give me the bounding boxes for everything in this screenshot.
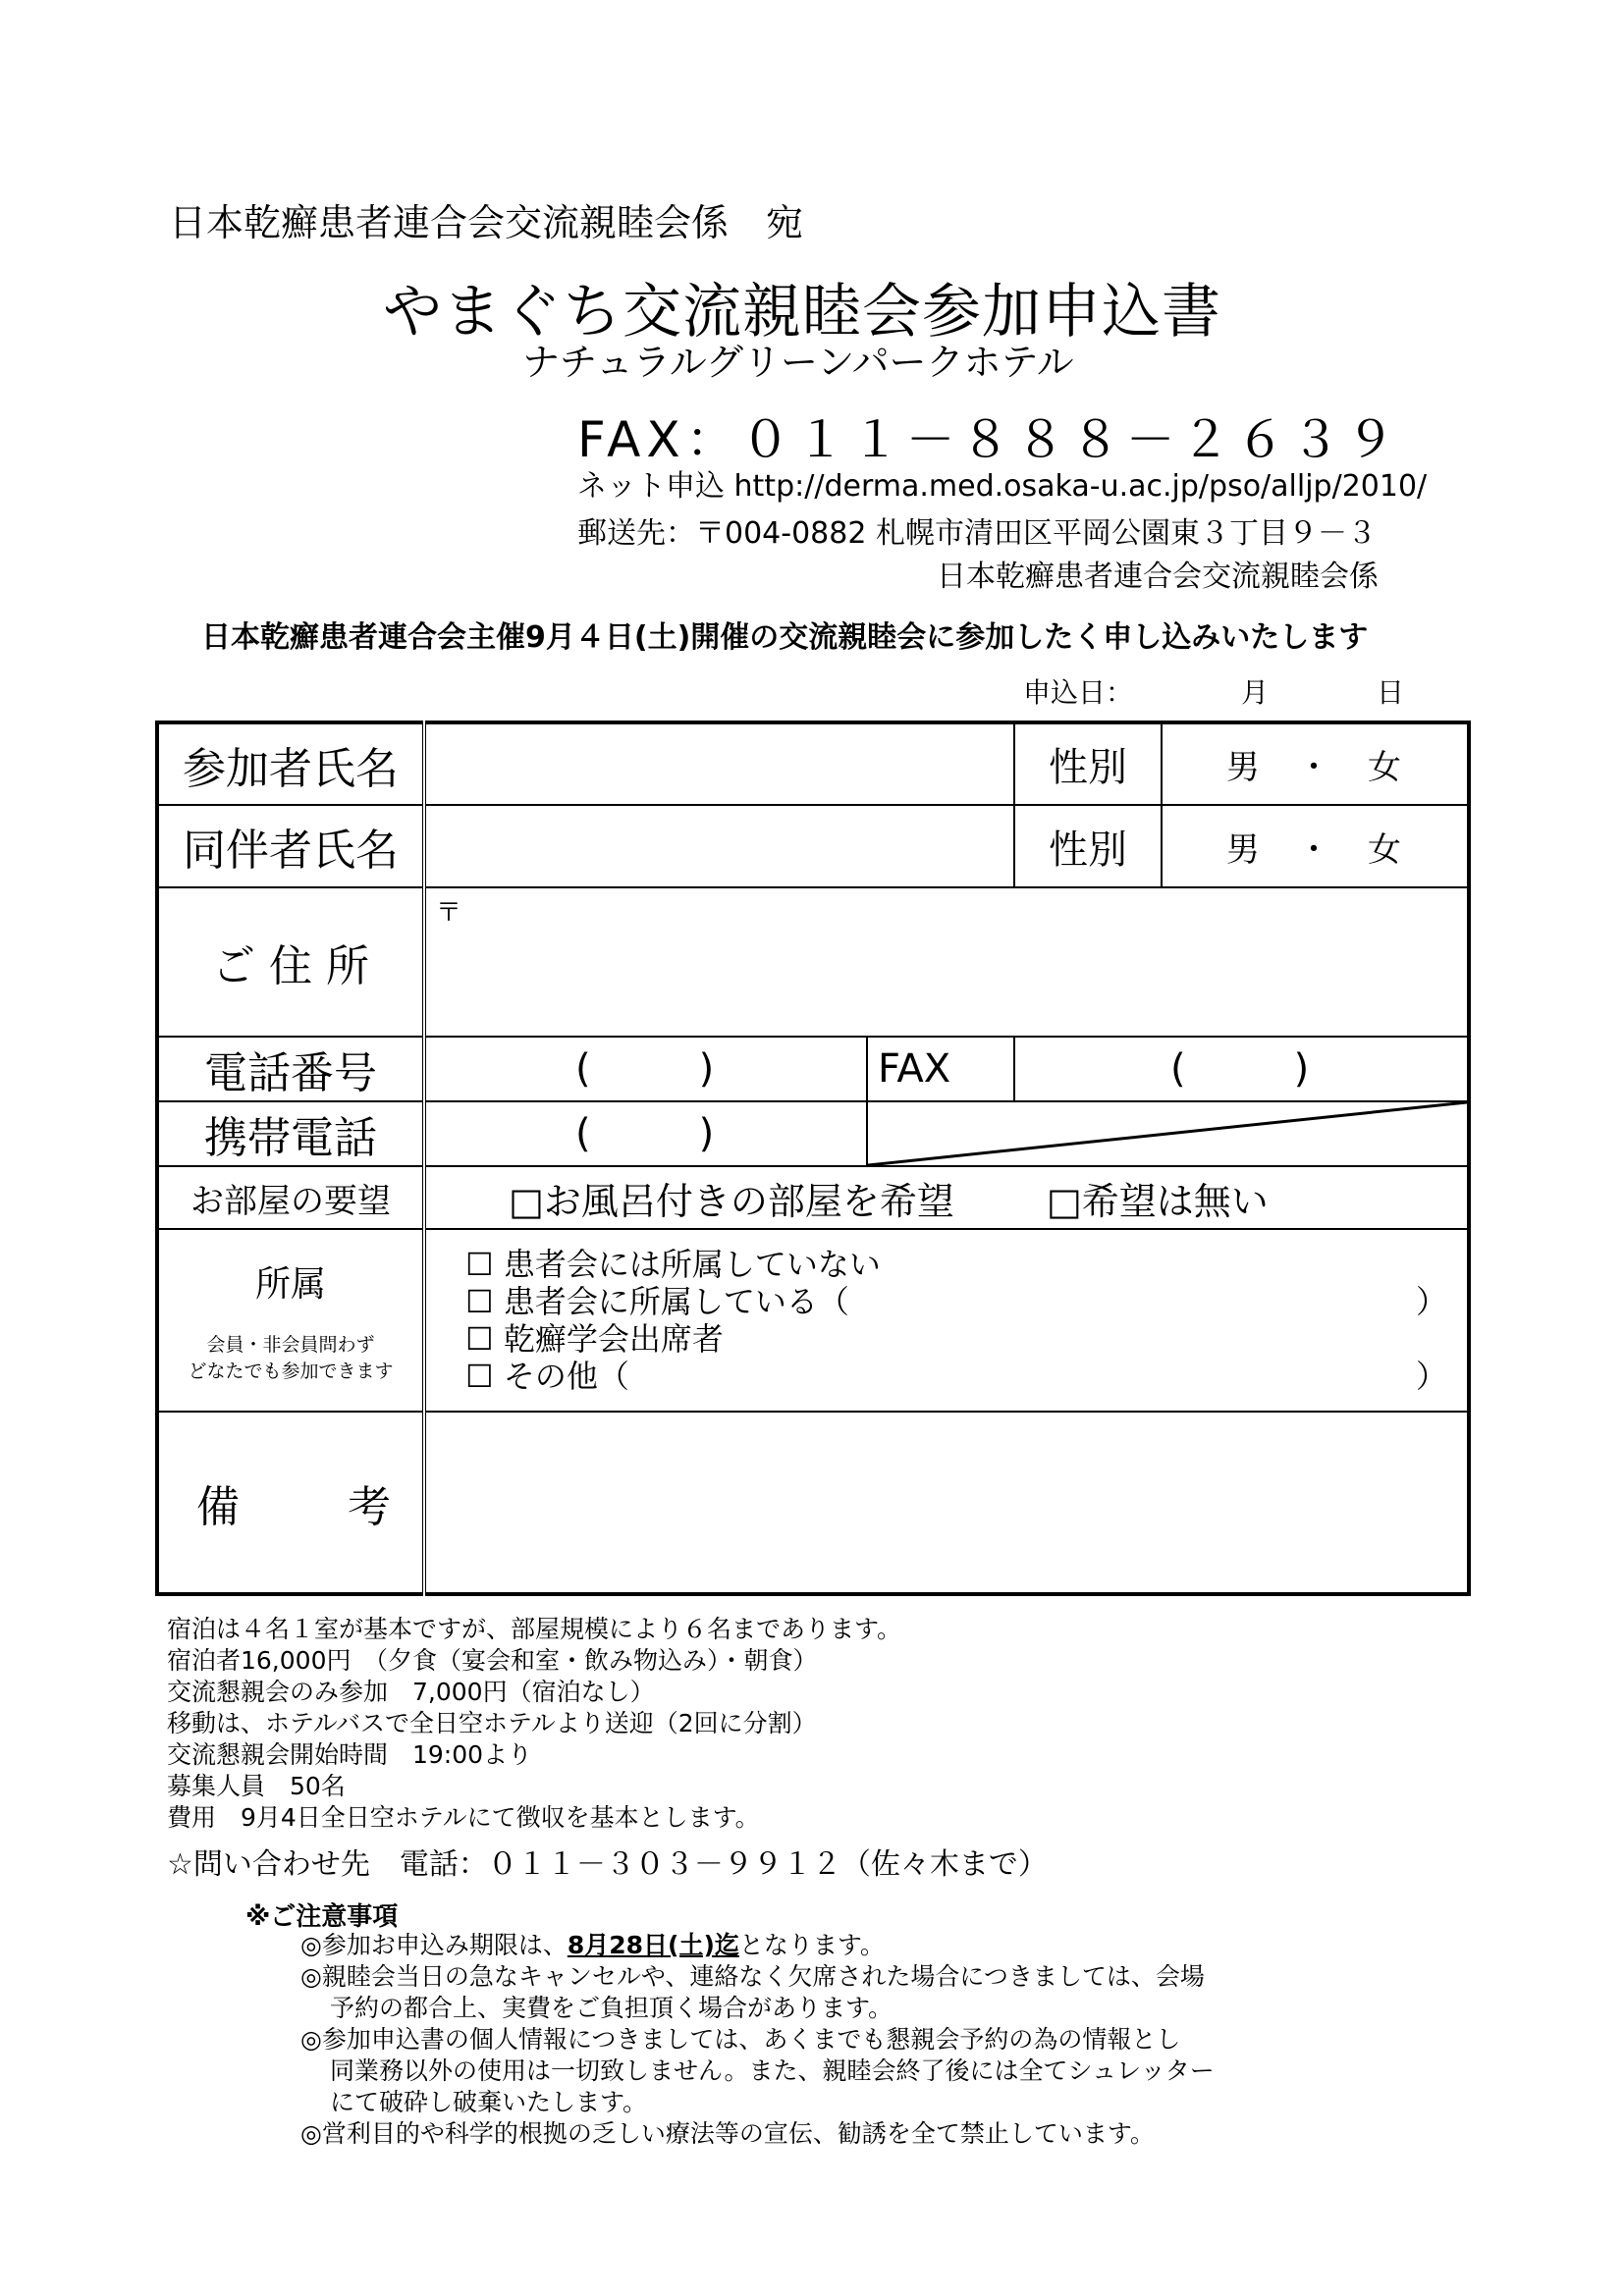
fax-label: FAX	[867, 1037, 1014, 1101]
application-date	[1023, 671, 1404, 711]
participant-row	[157, 722, 1469, 805]
note-line: 移動は、ホテルバスで全日空ホテルより送迎（2回に分割）	[167, 1709, 817, 1737]
mailing-address: 郵送先：〒004-0882 札幌市清田区平岡公園東３丁目９－３	[577, 516, 1377, 551]
note-line: 交流懇親会開始時間 19:00より	[167, 1740, 533, 1769]
room-request-options	[424, 1166, 1469, 1229]
phone-field[interactable]: ( )	[424, 1037, 867, 1101]
affiliation-label-cell	[157, 1229, 424, 1412]
mobile-label: 携帯電話	[157, 1101, 424, 1166]
caution-item-privacy: ◎参加申込書の個人情報につきましては、あくまでも懇親会予約の為の情報とし	[300, 2025, 1181, 2054]
caution-item-cancel: ◎親睦会当日の急なキャンセルや、連絡なく欠席された場合につきましては、会場	[300, 1962, 1205, 1991]
event-notes	[167, 1614, 901, 1834]
mailing-recipient: 日本乾癬患者連合会交流親睦会係	[937, 560, 1379, 594]
affiliation-option-none[interactable]: ☐ 患者会には所属していない	[465, 1246, 881, 1283]
affiliation-option-society[interactable]: ☐ 乾癬学会出席者	[465, 1320, 724, 1358]
address-field[interactable]	[424, 887, 1469, 1037]
caution-item-deadline: ◎参加お申込み期限は、8月28日(土)迄となります。	[300, 1931, 885, 1959]
intro-statement: 日本乾癬患者連合会主催9月４日(土)開催の交流親睦会に参加したく申し込みいたします	[201, 620, 1369, 655]
date-month: 月	[1241, 676, 1270, 709]
affiliation-note: 会員・非会員問わず	[206, 1333, 375, 1356]
caution-item-solicitation: ◎営利目的や科学的根拠の乏しい療法等の宣伝、勧誘を全て禁止しています。	[300, 2119, 1155, 2148]
affiliation-row	[157, 1229, 1469, 1412]
caution-list	[300, 1930, 1215, 2150]
room-bath-checkbox[interactable]: □お風呂付きの部屋を希望	[509, 1179, 954, 1223]
fax-field[interactable]: ( )	[1014, 1037, 1469, 1101]
affiliation-label: 所属	[254, 1263, 326, 1305]
mobile-field[interactable]: ( )	[424, 1101, 867, 1166]
companion-sex-label: 性別	[1014, 805, 1162, 887]
note-line: 費用 9月4日全日空ホテルにて徴収を基本とします。	[167, 1803, 760, 1832]
room-row	[157, 1166, 1469, 1229]
affiliation-option-other[interactable]: ☐ その他（ ）	[465, 1358, 1448, 1395]
room-request-label: お部屋の要望	[157, 1166, 424, 1229]
fax-number: FAX：０１１－８８８－２６３９	[577, 411, 1401, 468]
date-label: 申込日：	[1023, 676, 1134, 709]
addressee: 日本乾癬患者連合会交流親睦会係 宛	[169, 201, 804, 244]
note-line: 募集人員 50名	[167, 1772, 346, 1800]
note-line: 交流懇親会のみ参加 7,000円（宿泊なし）	[167, 1678, 655, 1706]
remarks-row	[157, 1412, 1469, 1594]
caution-heading: ※ご注意事項	[245, 1902, 399, 1932]
note-line: 宿泊者16,000円 （夕食（宴会和室・飲み物込み）・朝食）	[167, 1646, 818, 1675]
affiliation-option-member[interactable]: ☐ 患者会に所属している（ ）	[465, 1283, 1448, 1320]
phone-row	[157, 1037, 1469, 1101]
net-application-url: ネット申込 http://derma.med.osaka-u.ac.jp/pso/alljp/2010/	[577, 469, 1428, 504]
remarks-label: 備 考	[157, 1412, 424, 1594]
participant-sex-label: 性別	[1014, 722, 1162, 805]
affiliation-options	[424, 1229, 1469, 1412]
mobile-row	[157, 1101, 1469, 1166]
hotel-name: ナチュラルグリーンパークホテル	[522, 341, 1074, 384]
room-no-request-checkbox[interactable]: □希望は無い	[1046, 1179, 1269, 1223]
companion-row	[157, 805, 1469, 887]
participant-name-label: 参加者氏名	[157, 722, 424, 805]
date-day: 日	[1377, 676, 1405, 709]
note-line: 宿泊は４名１室が基本ですが、部屋規模により６名まであります。	[167, 1615, 902, 1643]
participant-sex-options[interactable]: 男 ・ 女	[1162, 722, 1469, 805]
diagonal-strike-line	[868, 1102, 1467, 1165]
inquiry-contact: ☆問い合わせ先 電話：０１１－３０３－９９１２（佐々木まで）	[167, 1847, 1048, 1882]
form-title: やまぐち交流親睦会参加申込書	[383, 278, 1221, 347]
application-form-table	[155, 721, 1471, 1596]
companion-sex-options[interactable]: 男 ・ 女	[1162, 805, 1469, 887]
address-label: ご 住 所	[157, 887, 424, 1037]
companion-name-label: 同伴者氏名	[157, 805, 424, 887]
affiliation-note: どなたでも参加できます	[188, 1360, 394, 1382]
mobile-unused-area	[867, 1101, 1469, 1166]
phone-label: 電話番号	[157, 1037, 424, 1101]
participant-name-field[interactable]	[424, 722, 1014, 805]
postal-mark: 〒	[436, 898, 462, 928]
companion-name-field[interactable]	[424, 805, 1014, 887]
deadline-date: 8月28日(土)迄	[567, 1931, 739, 1959]
caution-item-privacy-cont: にて破砕し破棄いたします。	[330, 2088, 648, 2116]
caution-item-cancel-cont: 予約の都合上、実費をご負担頂く場合があります。	[330, 1994, 893, 2022]
remarks-field[interactable]	[424, 1412, 1469, 1594]
caution-item-privacy-cont: 同業務以外の使用は一切致しません。また、親睦会終了後には全てシュレッター	[330, 2056, 1215, 2085]
address-row	[157, 887, 1469, 1037]
